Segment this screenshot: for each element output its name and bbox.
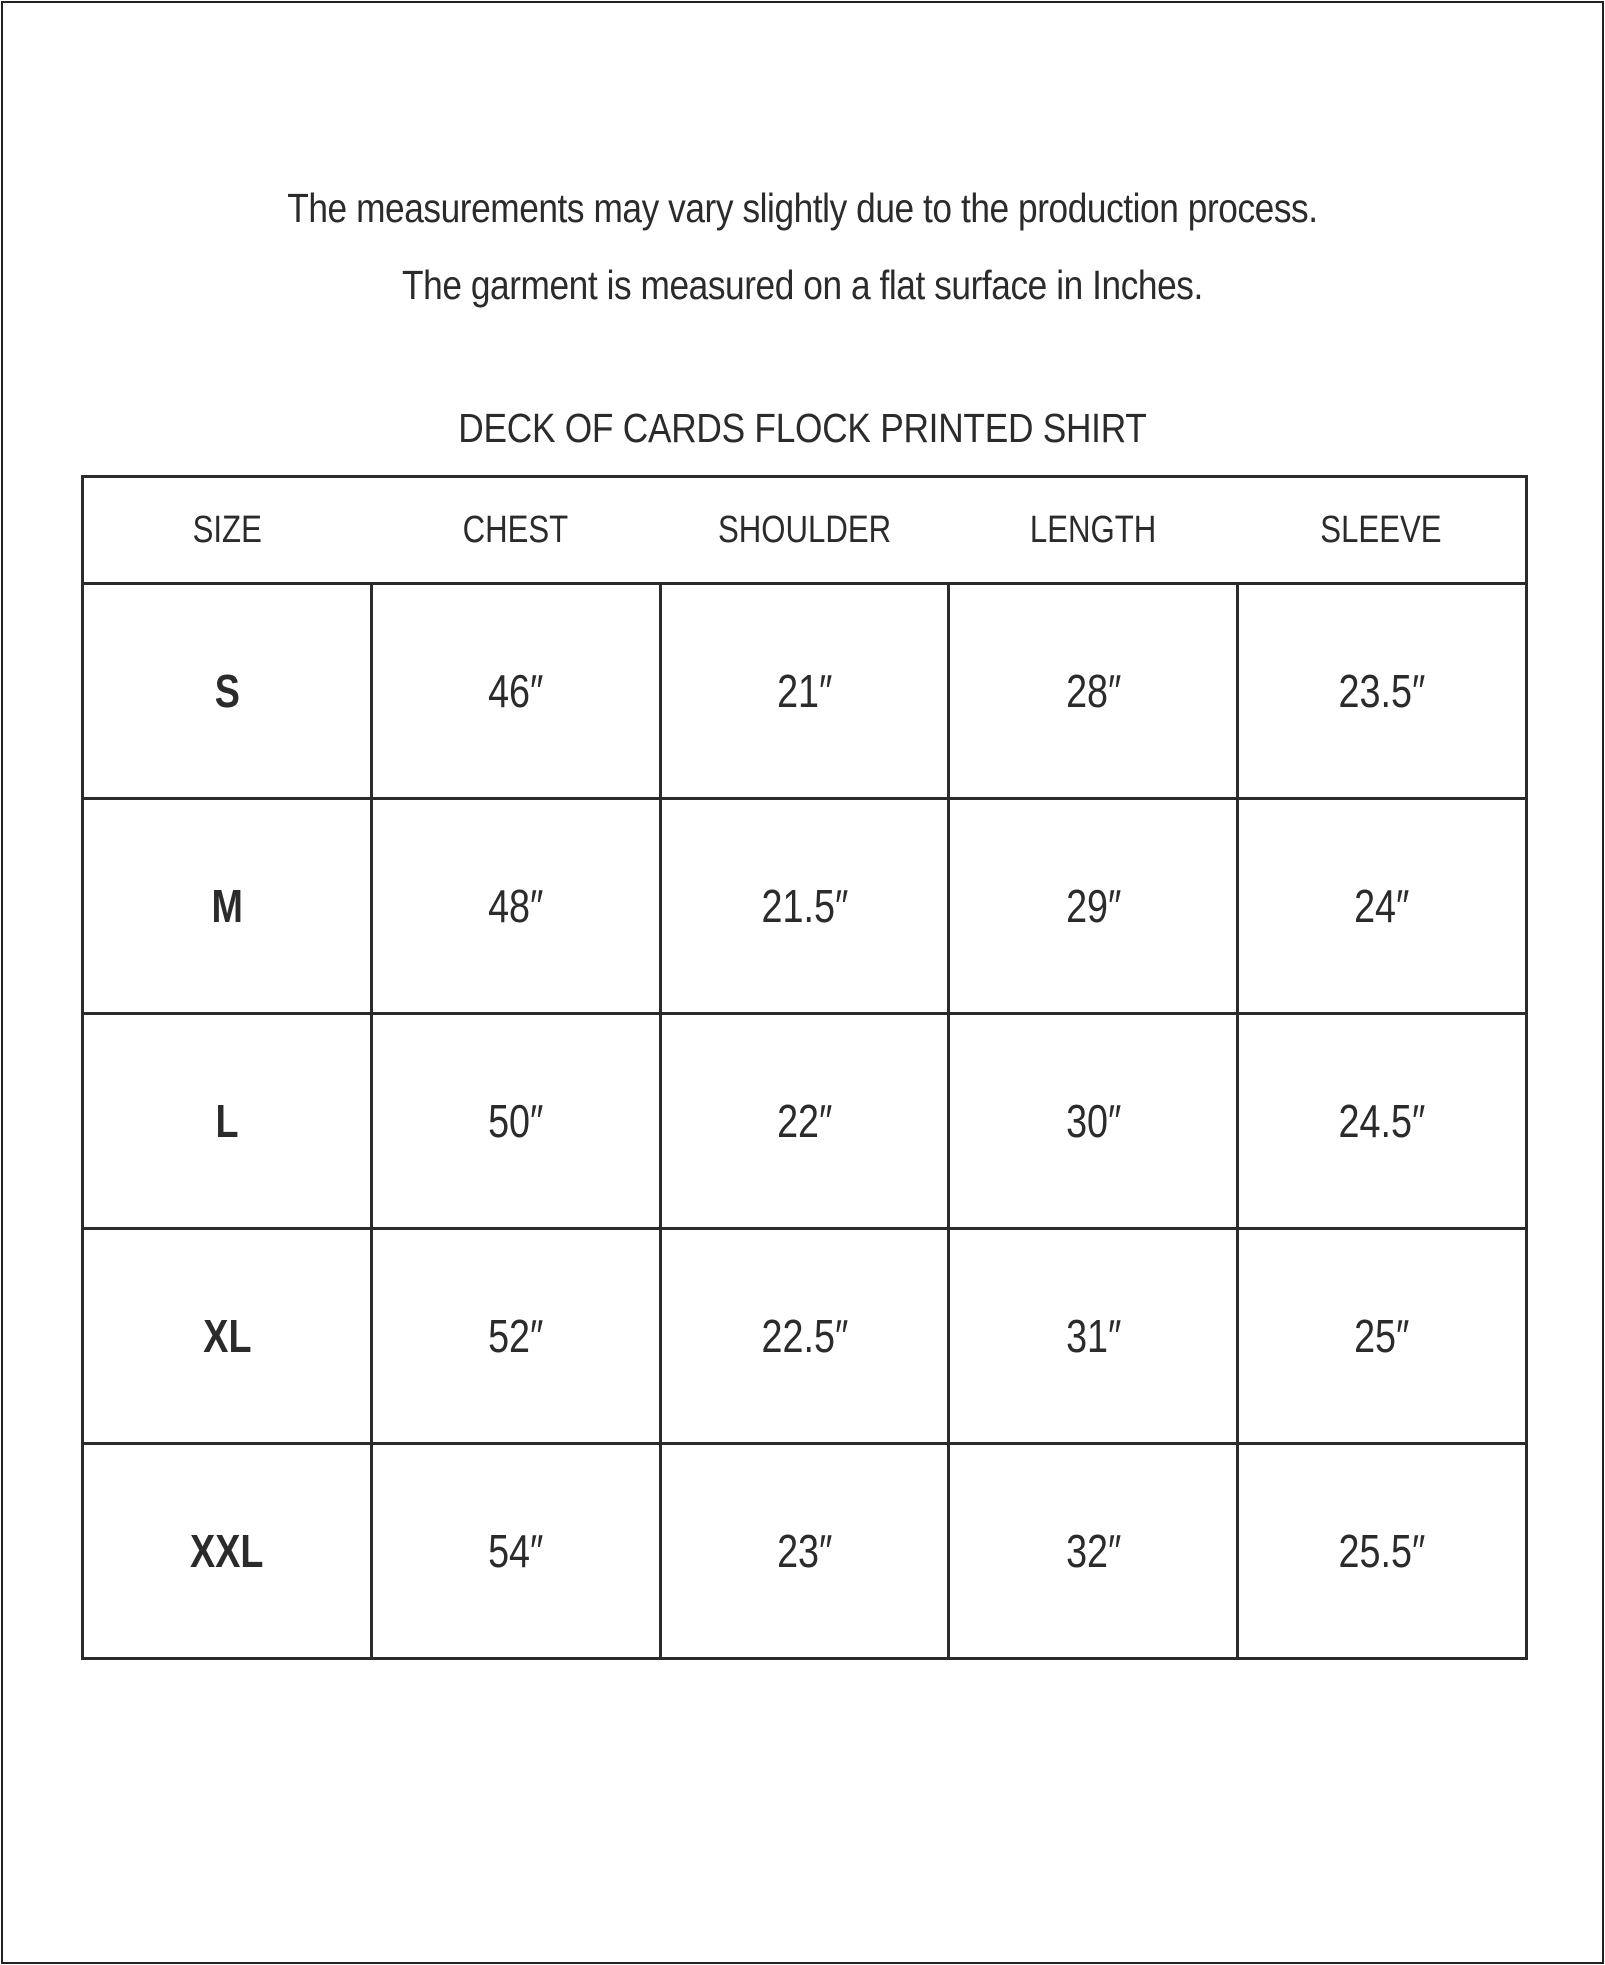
sleeve-cell	[1238, 1229, 1527, 1444]
length-cell	[949, 1014, 1238, 1229]
sleeve-cell	[1238, 584, 1527, 799]
table-row	[83, 584, 1527, 799]
sleeve-value: 25.5″	[1338, 1525, 1426, 1577]
length-value: 29″	[1065, 880, 1121, 932]
sleeve-cell	[1238, 1014, 1527, 1229]
header-size-label: SIZE	[193, 508, 263, 551]
length-value: 30″	[1065, 1095, 1121, 1147]
table-row	[83, 799, 1527, 1014]
length-cell	[949, 584, 1238, 799]
size-value: L	[215, 1095, 239, 1147]
header-sleeve-label: SLEEVE	[1320, 508, 1442, 551]
header-chest	[371, 477, 660, 584]
shoulder-value: 22″	[776, 1095, 833, 1147]
header-length-label: LENGTH	[1030, 508, 1157, 551]
header-chest-label: CHEST	[462, 508, 569, 551]
chest-cell	[371, 1229, 660, 1444]
size-value: S	[214, 665, 240, 717]
header-length	[949, 477, 1238, 584]
size-cell	[83, 1229, 372, 1444]
shoulder-cell	[660, 1229, 949, 1444]
chest-value: 46″	[488, 665, 544, 717]
sleeve-cell	[1238, 799, 1527, 1014]
table-title: DECK OF CARDS FLOCK PRINTED SHIRT	[458, 405, 1147, 451]
length-value: 32″	[1065, 1525, 1121, 1577]
size-value: XXL	[190, 1525, 264, 1577]
shoulder-cell	[660, 1014, 949, 1229]
length-value: 31″	[1065, 1310, 1121, 1362]
chest-cell	[371, 799, 660, 1014]
chest-cell	[371, 1444, 660, 1659]
shoulder-value: 23″	[776, 1525, 833, 1577]
size-value: XL	[202, 1310, 251, 1362]
shoulder-value: 21.5″	[761, 880, 848, 932]
size-value: M	[211, 880, 243, 932]
table-header-row	[83, 477, 1527, 584]
table-row	[83, 1229, 1527, 1444]
size-chart-table	[81, 475, 1528, 1660]
header-shoulder-label: SHOULDER	[717, 508, 892, 551]
measurement-note-line-1: The measurements may vary slightly due to the production process.	[287, 185, 1318, 231]
chest-cell	[371, 584, 660, 799]
size-cell	[83, 1444, 372, 1659]
shoulder-cell	[660, 799, 949, 1014]
sleeve-cell	[1238, 1444, 1527, 1659]
chest-cell	[371, 1014, 660, 1229]
chest-value: 54″	[488, 1525, 544, 1577]
length-value: 28″	[1065, 665, 1121, 717]
header-shoulder	[660, 477, 949, 584]
sleeve-value: 24″	[1354, 880, 1410, 932]
chest-value: 48″	[488, 880, 544, 932]
header-size	[83, 477, 372, 584]
shoulder-value: 21″	[776, 665, 833, 717]
shoulder-value: 22.5″	[761, 1310, 848, 1362]
size-cell	[83, 1014, 372, 1229]
shoulder-cell	[660, 1444, 949, 1659]
table-row	[83, 1014, 1527, 1229]
size-cell	[83, 799, 372, 1014]
shoulder-cell	[660, 584, 949, 799]
chest-value: 52″	[488, 1310, 544, 1362]
size-cell	[83, 584, 372, 799]
header-sleeve	[1238, 477, 1527, 584]
sleeve-value: 25″	[1354, 1310, 1410, 1362]
measurement-note-line-2: The garment is measured on a flat surface in Inches.	[402, 262, 1203, 308]
sleeve-value: 23.5″	[1338, 665, 1426, 717]
length-cell	[949, 799, 1238, 1014]
chest-value: 50″	[488, 1095, 544, 1147]
table-row	[83, 1444, 1527, 1659]
length-cell	[949, 1444, 1238, 1659]
length-cell	[949, 1229, 1238, 1444]
sleeve-value: 24.5″	[1338, 1095, 1426, 1147]
